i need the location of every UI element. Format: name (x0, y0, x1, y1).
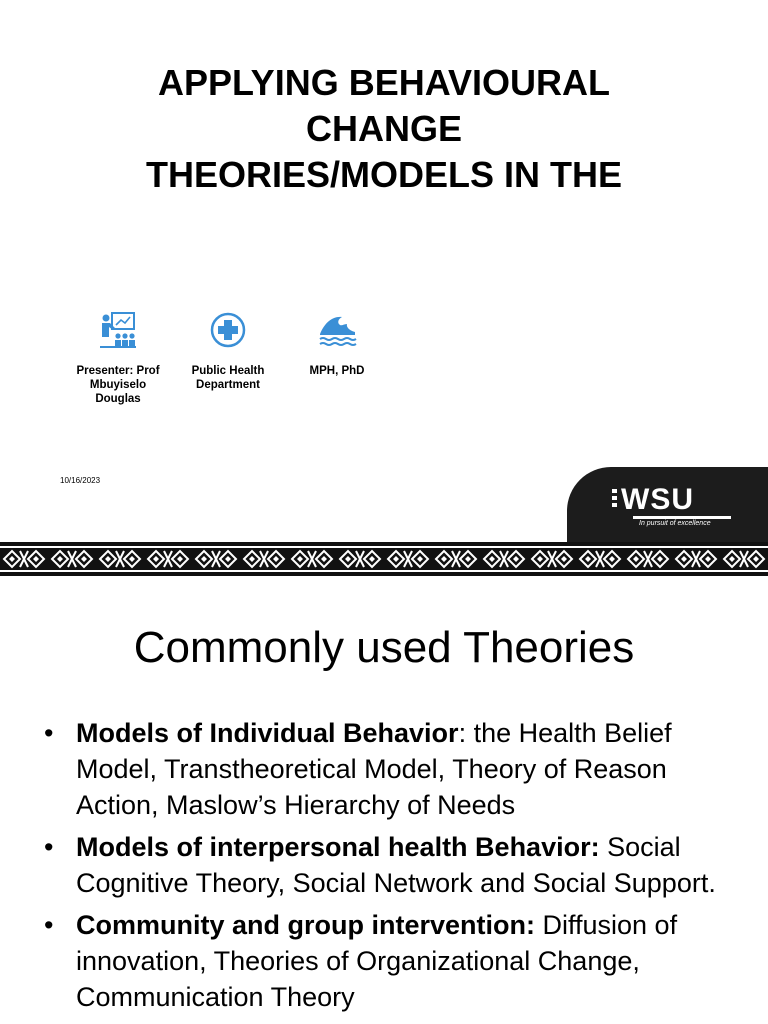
title-line: THEORIES/MODELS IN THE (145, 154, 623, 195)
presenter-info (0, 310, 768, 420)
theories-slide (0, 592, 768, 1024)
university-logo (567, 467, 768, 542)
wave-icon (317, 310, 357, 350)
medical-cross-icon (208, 310, 248, 350)
logo-tagline: In pursuit of excellence (639, 520, 711, 527)
slide-date: 10/16/2023 (60, 476, 101, 485)
slide-title (40, 60, 728, 198)
decorative-pattern-band (0, 542, 768, 576)
list-item (40, 715, 730, 823)
logo-bars-icon (612, 489, 617, 511)
bullet-text: Social Cognitive Theory, Social Network and Social Support. (76, 832, 716, 898)
presenter-card (63, 310, 173, 406)
department-card (173, 310, 283, 392)
bullet-bold: Models of interpersonal health Behavior: (76, 832, 600, 862)
presenter-name: Presenter: Prof Mbuyiselo Douglas (76, 365, 160, 405)
bullet-bold: Models of Individual Behavior (76, 718, 459, 748)
bullet-text: Diffusion of innovation, Theories of Organizational Change, Communication Theory (76, 910, 678, 1012)
presenter-icon (98, 310, 138, 350)
logo-wordmark (621, 485, 694, 515)
slide-heading: Commonly used Theories (133, 623, 635, 672)
title-line: CHANGE (305, 108, 462, 149)
title-line: APPLYING BEHAVIOURAL (157, 62, 611, 103)
pattern-graphic (0, 542, 768, 576)
bullet-text: : the Health Belief Model, Transtheoretical Model, Theory of Reason Action, Maslow’s Hierarchy of Needs (76, 718, 672, 820)
degree-card (282, 310, 392, 378)
list-item (40, 907, 730, 1015)
list-item (40, 829, 730, 901)
logo-name: WSU (621, 483, 694, 516)
theory-list (40, 715, 730, 1021)
bullet-bold: Community and group intervention: (76, 910, 535, 940)
logo-subtitle-bar (633, 516, 731, 519)
degree-text: MPH, PhD (309, 365, 365, 377)
department-name: Public Health Department (191, 365, 265, 391)
